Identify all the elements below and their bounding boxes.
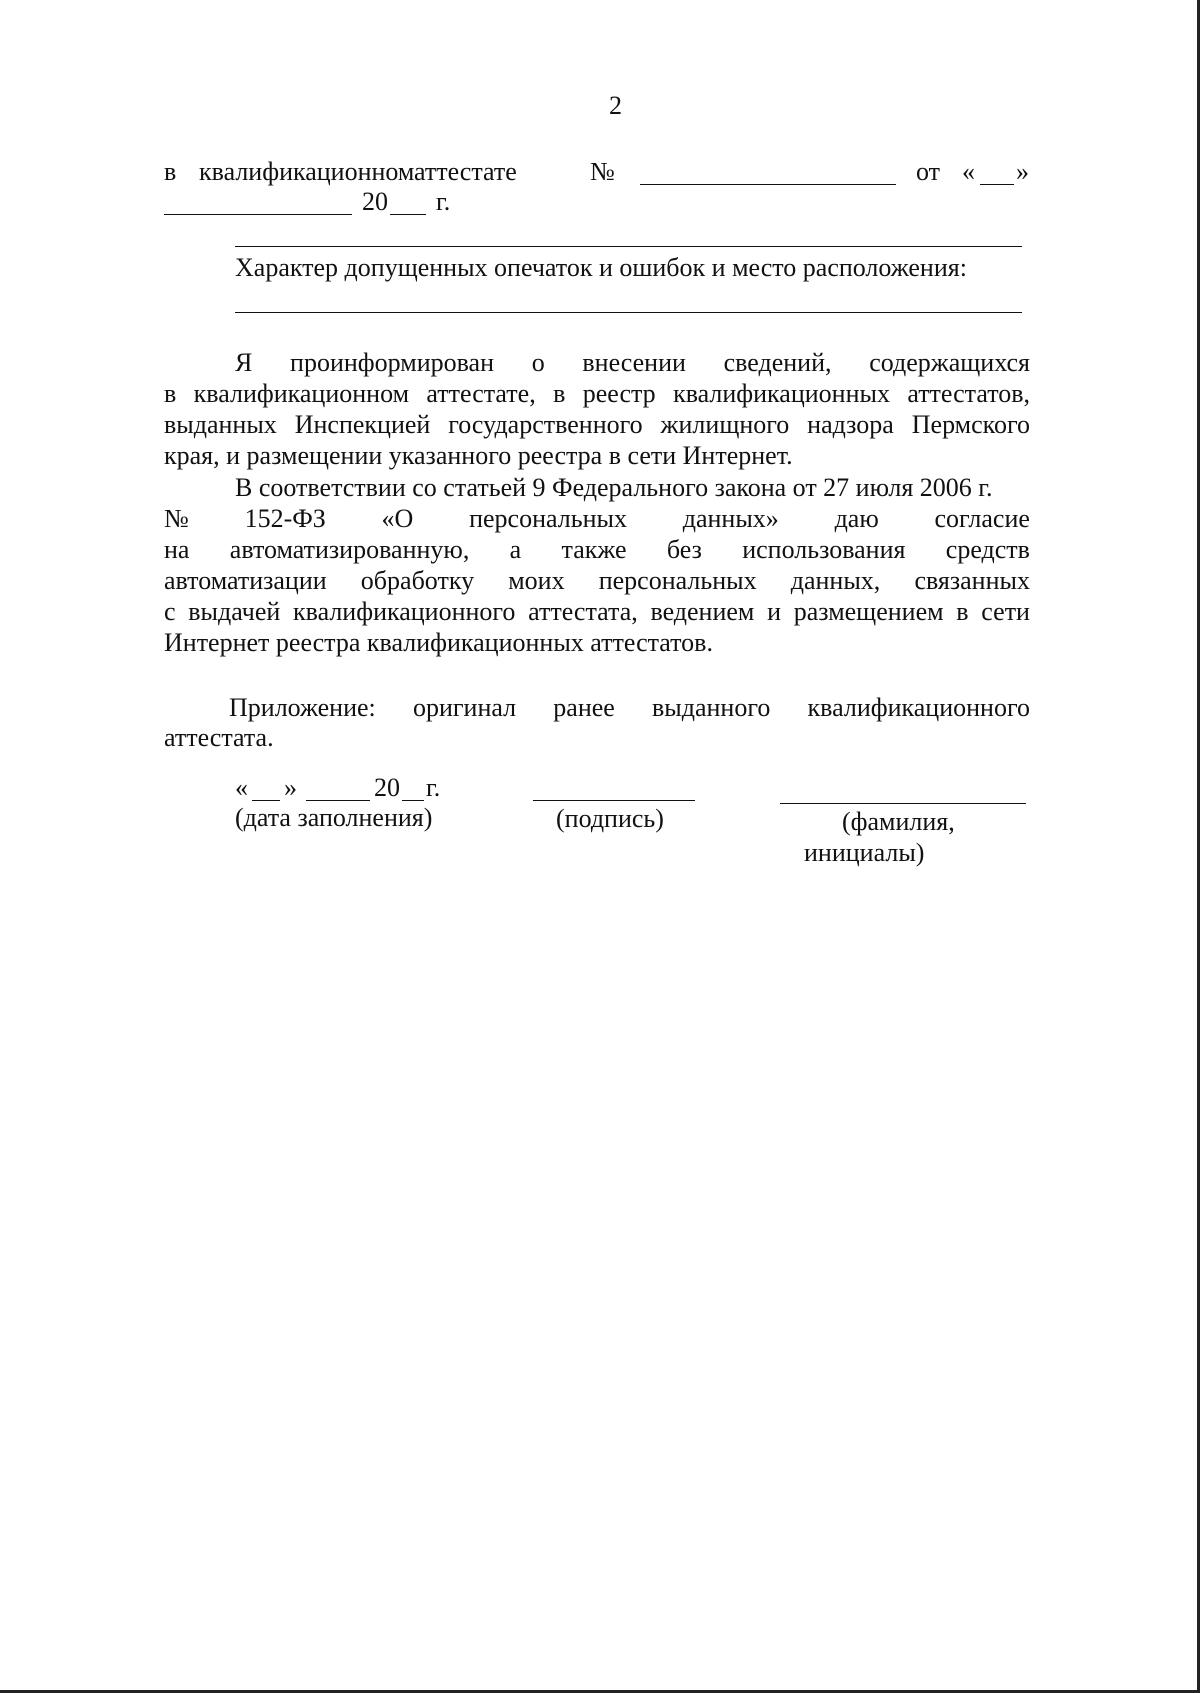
p2-line-1: В соответствии со статьей 9 Федерального закона от 27 июля 2006 г. bbox=[235, 473, 993, 502]
p2-l4-w4: персональных bbox=[598, 566, 757, 595]
p2-l2-w2: 152-ФЗ bbox=[244, 504, 326, 533]
cert-word-3: аттестате bbox=[414, 157, 517, 186]
p1-l3-w1: выданных bbox=[164, 410, 277, 439]
p1-l3-w5: надзора bbox=[807, 410, 894, 439]
p2-l2-w4: персональных bbox=[469, 504, 627, 533]
sign-quote-open: « bbox=[235, 773, 248, 802]
p1-l1-w1: Я bbox=[235, 348, 253, 377]
p2-l2-w5: данных» bbox=[682, 504, 779, 533]
p2-l4-w2: обработку bbox=[360, 566, 475, 595]
cert-word-1: в bbox=[164, 157, 177, 186]
appendix-line-2: аттестата. bbox=[164, 723, 274, 752]
errors-label: Характер допущенных опечаток и ошибок и место расположения: bbox=[235, 253, 967, 282]
p2-l3-w7: средств bbox=[945, 535, 1030, 564]
p1-l2-w7: аттестатов, bbox=[907, 379, 1030, 408]
p2-l3-w2: автоматизированную, bbox=[229, 535, 470, 564]
sign-year-blank bbox=[402, 800, 424, 801]
p1-line-4: края, и размещении указанного реестра в сети Интернет. bbox=[164, 441, 793, 470]
p2-l5-w7: размещением bbox=[793, 597, 944, 626]
p2-line-3 bbox=[164, 534, 1030, 565]
appendix-l1-w4: выданного bbox=[652, 693, 771, 722]
sign-year-prefix: 20 bbox=[374, 773, 400, 802]
cert-number-sign: № bbox=[590, 157, 615, 186]
signature-line bbox=[533, 800, 695, 801]
cert-quote-open: « bbox=[962, 157, 975, 186]
sign-year-suffix: г. bbox=[426, 773, 441, 802]
p1-l3-w6: Пермского bbox=[911, 410, 1030, 439]
p1-l2-w3: аттестате, bbox=[426, 379, 536, 408]
cert-year-blank bbox=[390, 214, 426, 215]
p2-l3-w5: без bbox=[666, 535, 702, 564]
p2-l5-w6: и bbox=[767, 597, 782, 626]
p1-l1-w6: содержащихся bbox=[869, 348, 1030, 377]
cert-ot: от bbox=[916, 157, 941, 186]
sign-day-blank bbox=[252, 800, 280, 801]
p2-l5-w2: выдачей bbox=[188, 597, 281, 626]
p2-l5-w5: ведением bbox=[650, 597, 755, 626]
p2-l4-w5: данных, bbox=[790, 566, 881, 595]
appendix-l1-w3: ранее bbox=[553, 693, 615, 722]
p1-l3-w2: Инспекцией bbox=[294, 410, 431, 439]
p2-l2-w7: согласие bbox=[934, 504, 1030, 533]
p2-l5-w1: с bbox=[164, 597, 176, 626]
page-number: 2 bbox=[609, 91, 622, 120]
name-caption-1: (фамилия, bbox=[842, 807, 955, 836]
appendix-l1-w1: Приложение: bbox=[229, 693, 376, 722]
p1-l1-w5: сведений, bbox=[723, 348, 832, 377]
p1-l1-w4: внесении bbox=[582, 348, 686, 377]
errors-top-line bbox=[235, 246, 1022, 247]
errors-bottom-line bbox=[235, 312, 1022, 313]
date-caption: (дата заполнения) bbox=[235, 803, 433, 832]
cert-number-blank bbox=[640, 184, 896, 185]
p1-l2-w5: реестр bbox=[582, 379, 656, 408]
p2-l3-w1: на bbox=[164, 535, 190, 564]
p1-l3-w3: государственного bbox=[448, 410, 643, 439]
cert-year-prefix: 20 bbox=[362, 187, 388, 216]
p2-line-4 bbox=[164, 565, 1030, 596]
p1-line-1 bbox=[235, 347, 1030, 378]
p2-l3-w3: а bbox=[509, 535, 522, 564]
name-line bbox=[780, 803, 1026, 804]
p1-l1-w3: о bbox=[531, 348, 545, 377]
cert-year-suffix: г. bbox=[436, 187, 451, 216]
p1-l2-w2: квалификационном bbox=[193, 379, 410, 408]
p1-l1-w2: проинформирован bbox=[290, 348, 494, 377]
appendix-l1-w2: оригинал bbox=[412, 693, 517, 722]
p1-line-3 bbox=[164, 409, 1030, 440]
p2-line-2 bbox=[164, 503, 1030, 534]
cert-word-2: квалификационном bbox=[199, 157, 415, 186]
p2-l4-w3: моих bbox=[508, 566, 565, 595]
p2-l2-w1: № bbox=[164, 504, 189, 533]
name-caption-2: инициалы) bbox=[804, 838, 925, 867]
cert-month-blank bbox=[164, 214, 352, 215]
appendix-l1-w5: квалификационного bbox=[807, 693, 1030, 722]
cert-quote-close: » bbox=[1016, 157, 1029, 186]
p1-l3-w4: жилищного bbox=[660, 410, 790, 439]
p2-l3-w6: использования bbox=[742, 535, 906, 564]
p2-line-6: Интернет реестра квалификационных аттестатов. bbox=[164, 628, 713, 657]
p2-l5-w8: в bbox=[956, 597, 969, 626]
p1-l2-w1: в bbox=[164, 379, 177, 408]
p2-l2-w3: «О bbox=[381, 504, 414, 533]
cert-day-blank bbox=[980, 184, 1014, 185]
p1-l2-w6: квалификационных bbox=[673, 379, 890, 408]
p2-l4-w1: автоматизации bbox=[164, 566, 327, 595]
appendix-line-1 bbox=[229, 692, 1030, 723]
sign-quote-close: » bbox=[284, 773, 297, 802]
p2-l5-w3: квалификационного bbox=[293, 597, 516, 626]
signature-caption: (подпись) bbox=[556, 804, 664, 833]
p2-l2-w6: даю bbox=[834, 504, 879, 533]
p2-line-5 bbox=[164, 596, 1030, 627]
p2-l5-w9: сети bbox=[981, 597, 1030, 626]
sign-month-blank bbox=[306, 800, 370, 801]
p2-l3-w4: также bbox=[561, 535, 627, 564]
p1-line-2 bbox=[164, 378, 1030, 409]
p2-l4-w6: связанных bbox=[914, 566, 1030, 595]
p2-l5-w4: аттестата, bbox=[528, 597, 638, 626]
p1-l2-w4: в bbox=[553, 379, 566, 408]
